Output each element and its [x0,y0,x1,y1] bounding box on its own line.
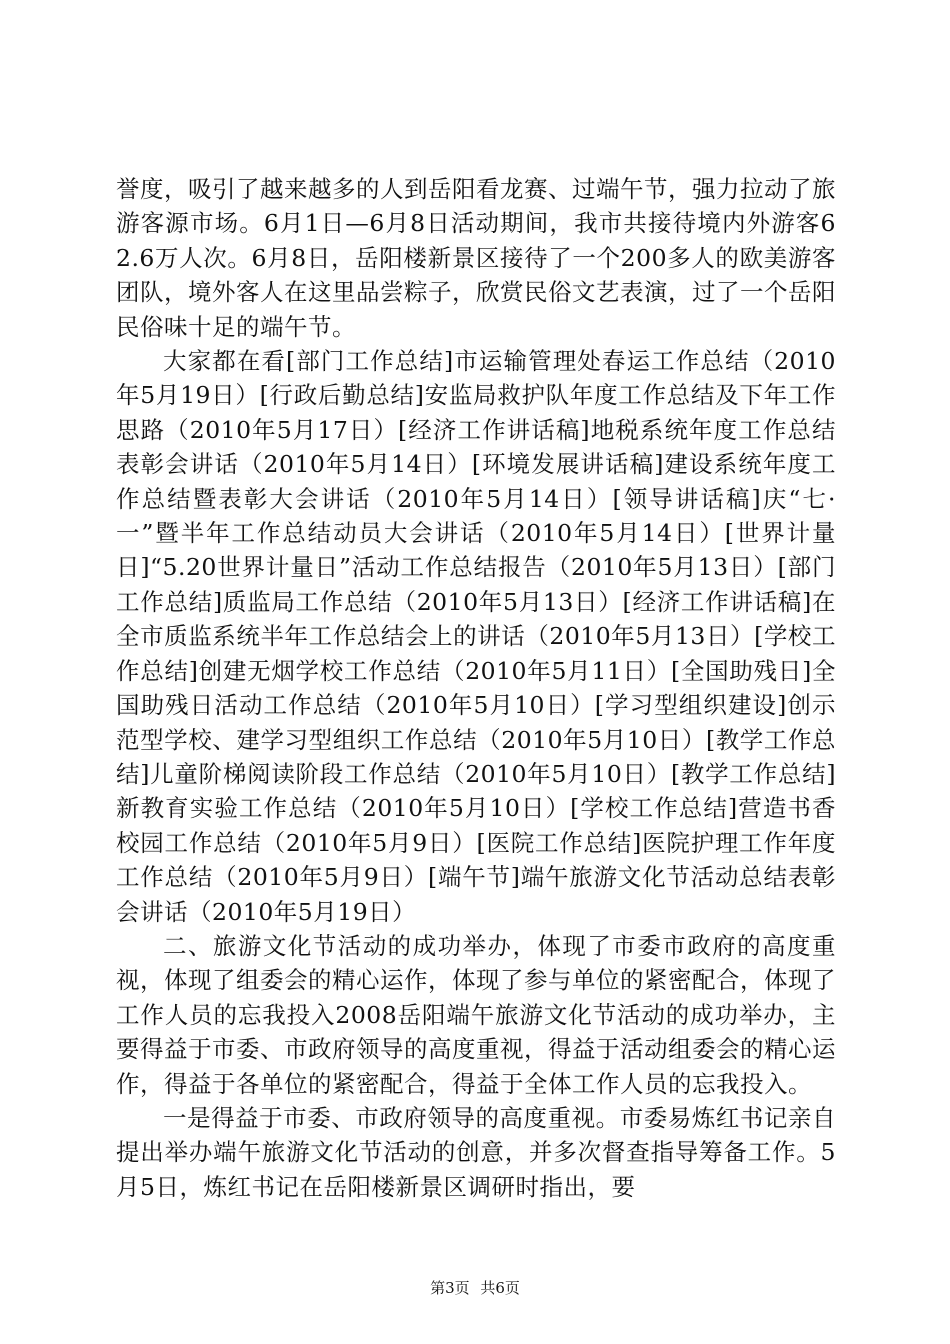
page-footer [0,1278,950,1298]
paragraph-section-two: 二、旅游文化节活动的成功举办，体现了市委市政府的高度重视，体现了组委会的精心运作，体现了参与单位的紧密配合，体现了工作人员的忘我投入2008岳阳端午旅游文化节活动的成功举办，主要得益于市委、市政府领导的高度重视，得益于活动组委会的精心运作，得益于各单位的紧密配合，得益于全体工作人员的忘我投入。 [116,931,836,1098]
document-body [116,172,836,1204]
page-total: 共6页 [480,1279,520,1297]
page-number: 第3页 [430,1279,470,1297]
paragraph-related-articles: 大家都在看[部门工作总结]市运输管理处春运工作总结（2010年5月19日）[行政后勤总结]安监局救护队年度工作总结及下年工作思路（2010年5月17日）[经济工作讲话稿]地税系统年度工作总结表彰会讲话（2010年5月14日）[环境发展讲话稿]建设系统年度工作总结暨表彰大会讲话（2010年5月14日）[领导讲话稿]庆“七·一”暨半年工作总结动员大会讲话（2010年5月14日）[世界计量日]“5.20世界计量日”活动工作总结报告（2010年5月13日）[部门工作总结]质监局工作总结（2010年5月13日）[经济工作讲话稿]在全市质监系统半年工作总结会上的讲话（2010年5月13日）[学校工作总结]创建无烟学校工作总结（2010年5月11日）[全国助残日]全国助残日活动工作总结（2010年5月10日）[学习型组织建设]创示范型学校、建学习型组织工作总结（2010年5月10日）[教学工作总结]儿童阶梯阅读阶段工作总结（2010年5月10日）[教学工作总结]新教育实验工作总结（2010年5月10日）[学校工作总结]营造书香校园工作总结（2010年5月9日）[医院工作总结]医院护理工作年度工作总结（2010年5月9日）[端午节]端午旅游文化节活动总结表彰会讲话（2010年5月19日） [116,347,836,926]
paragraph-point-one: 一是得益于市委、市政府领导的高度重视。市委易炼红书记亲自提出举办端午旅游文化节活动的创意，并多次督查指导筹备工作。5月5日，炼红书记在岳阳楼新景区调研时指出，要 [116,1103,836,1201]
paragraph-tourism-stats: 誉度，吸引了越来越多的人到岳阳看龙赛、过端午节，强力拉动了旅游客源市场。6月1日—6月8日活动期间，我市共接待境内外游客62.6万人次。6月8日，岳阳楼新景区接待了一个200多人的欧美游客团队，境外客人在这里品尝粽子，欣赏民俗文艺表演，过了一个岳阳民俗味十足的端午节。 [116,175,836,341]
